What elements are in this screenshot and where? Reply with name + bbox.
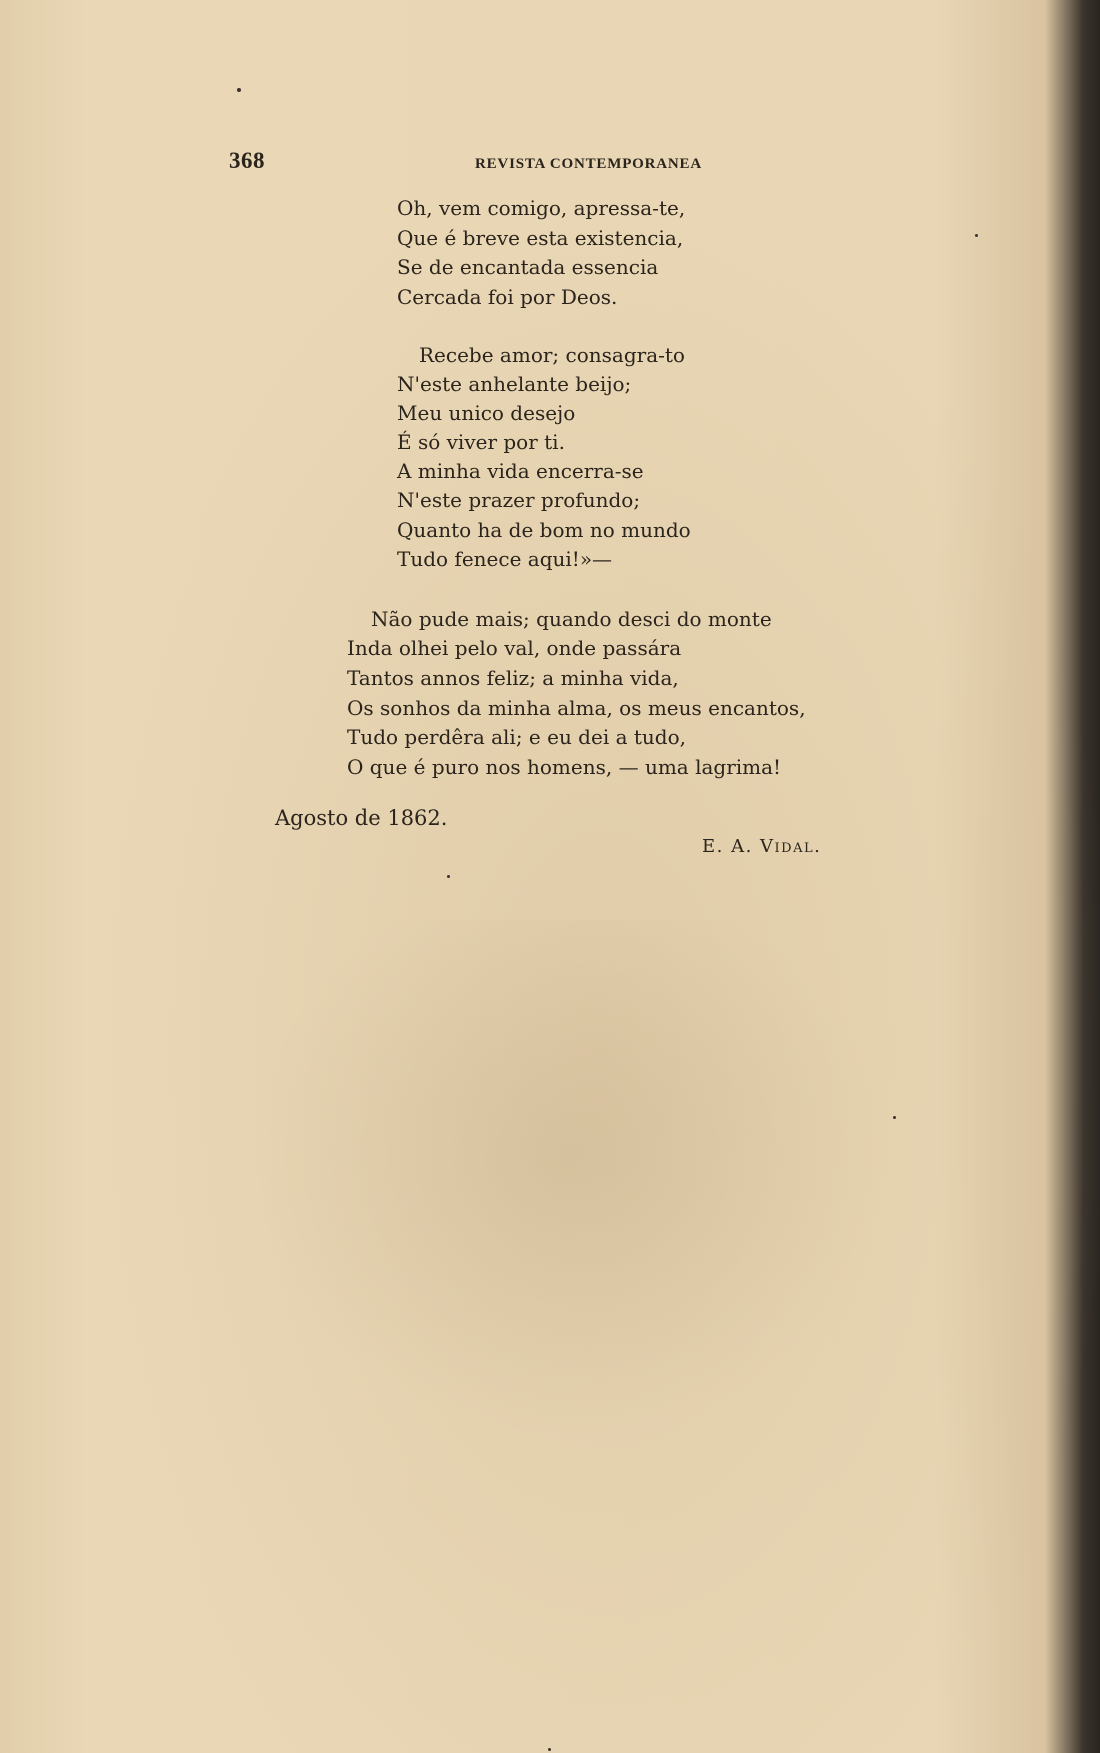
verse-line: Tudo fenece aqui!»— [397,547,613,571]
verse-line: N'este prazer profundo; [397,488,641,512]
paper-speck [893,1116,896,1119]
poem-date: Agosto de 1862. [275,806,448,830]
verse-line: É só viver por ti. [397,430,565,454]
verse-line: Tudo perdêra ali; e eu dei a tudo, [347,725,686,749]
verse-line: Inda olhei pelo val, onde passára [347,636,682,660]
author-signature: E. A. Vidal. [702,836,822,857]
verse-line: A minha vida encerra-se [397,459,644,483]
paper-speck [548,1748,551,1751]
verse-line: Meu unico desejo [397,401,576,425]
verse-line: O que é puro nos homens, — uma lagrima! [347,755,782,779]
verse-line: Quanto ha de bom no mundo [397,518,691,542]
paper-speck [237,88,241,92]
verse-line: Não pude mais; quando desci do monte [371,607,772,631]
page-header [0,148,1100,178]
verse-line: Que é breve esta existencia, [397,226,684,250]
verse-line: Recebe amor; consagra-to [419,343,685,367]
running-head: REVISTA CONTEMPORANEA [475,156,702,172]
paper-speck [447,875,450,878]
verse-line: Oh, vem comigo, apressa-te, [397,196,686,220]
verse-line: Tantos annos feliz; a minha vida, [347,666,679,690]
show-through-stain [250,920,890,1440]
verse-line: Cercada foi por Deos. [397,285,618,309]
paper-speck [975,234,978,237]
verse-line: Os sonhos da minha alma, os meus encantos, [347,696,806,720]
verse-line: Se de encantada essencia [397,255,659,279]
verse-line: N'este anhelante beijo; [397,372,632,396]
page-number: 368 [229,148,265,173]
